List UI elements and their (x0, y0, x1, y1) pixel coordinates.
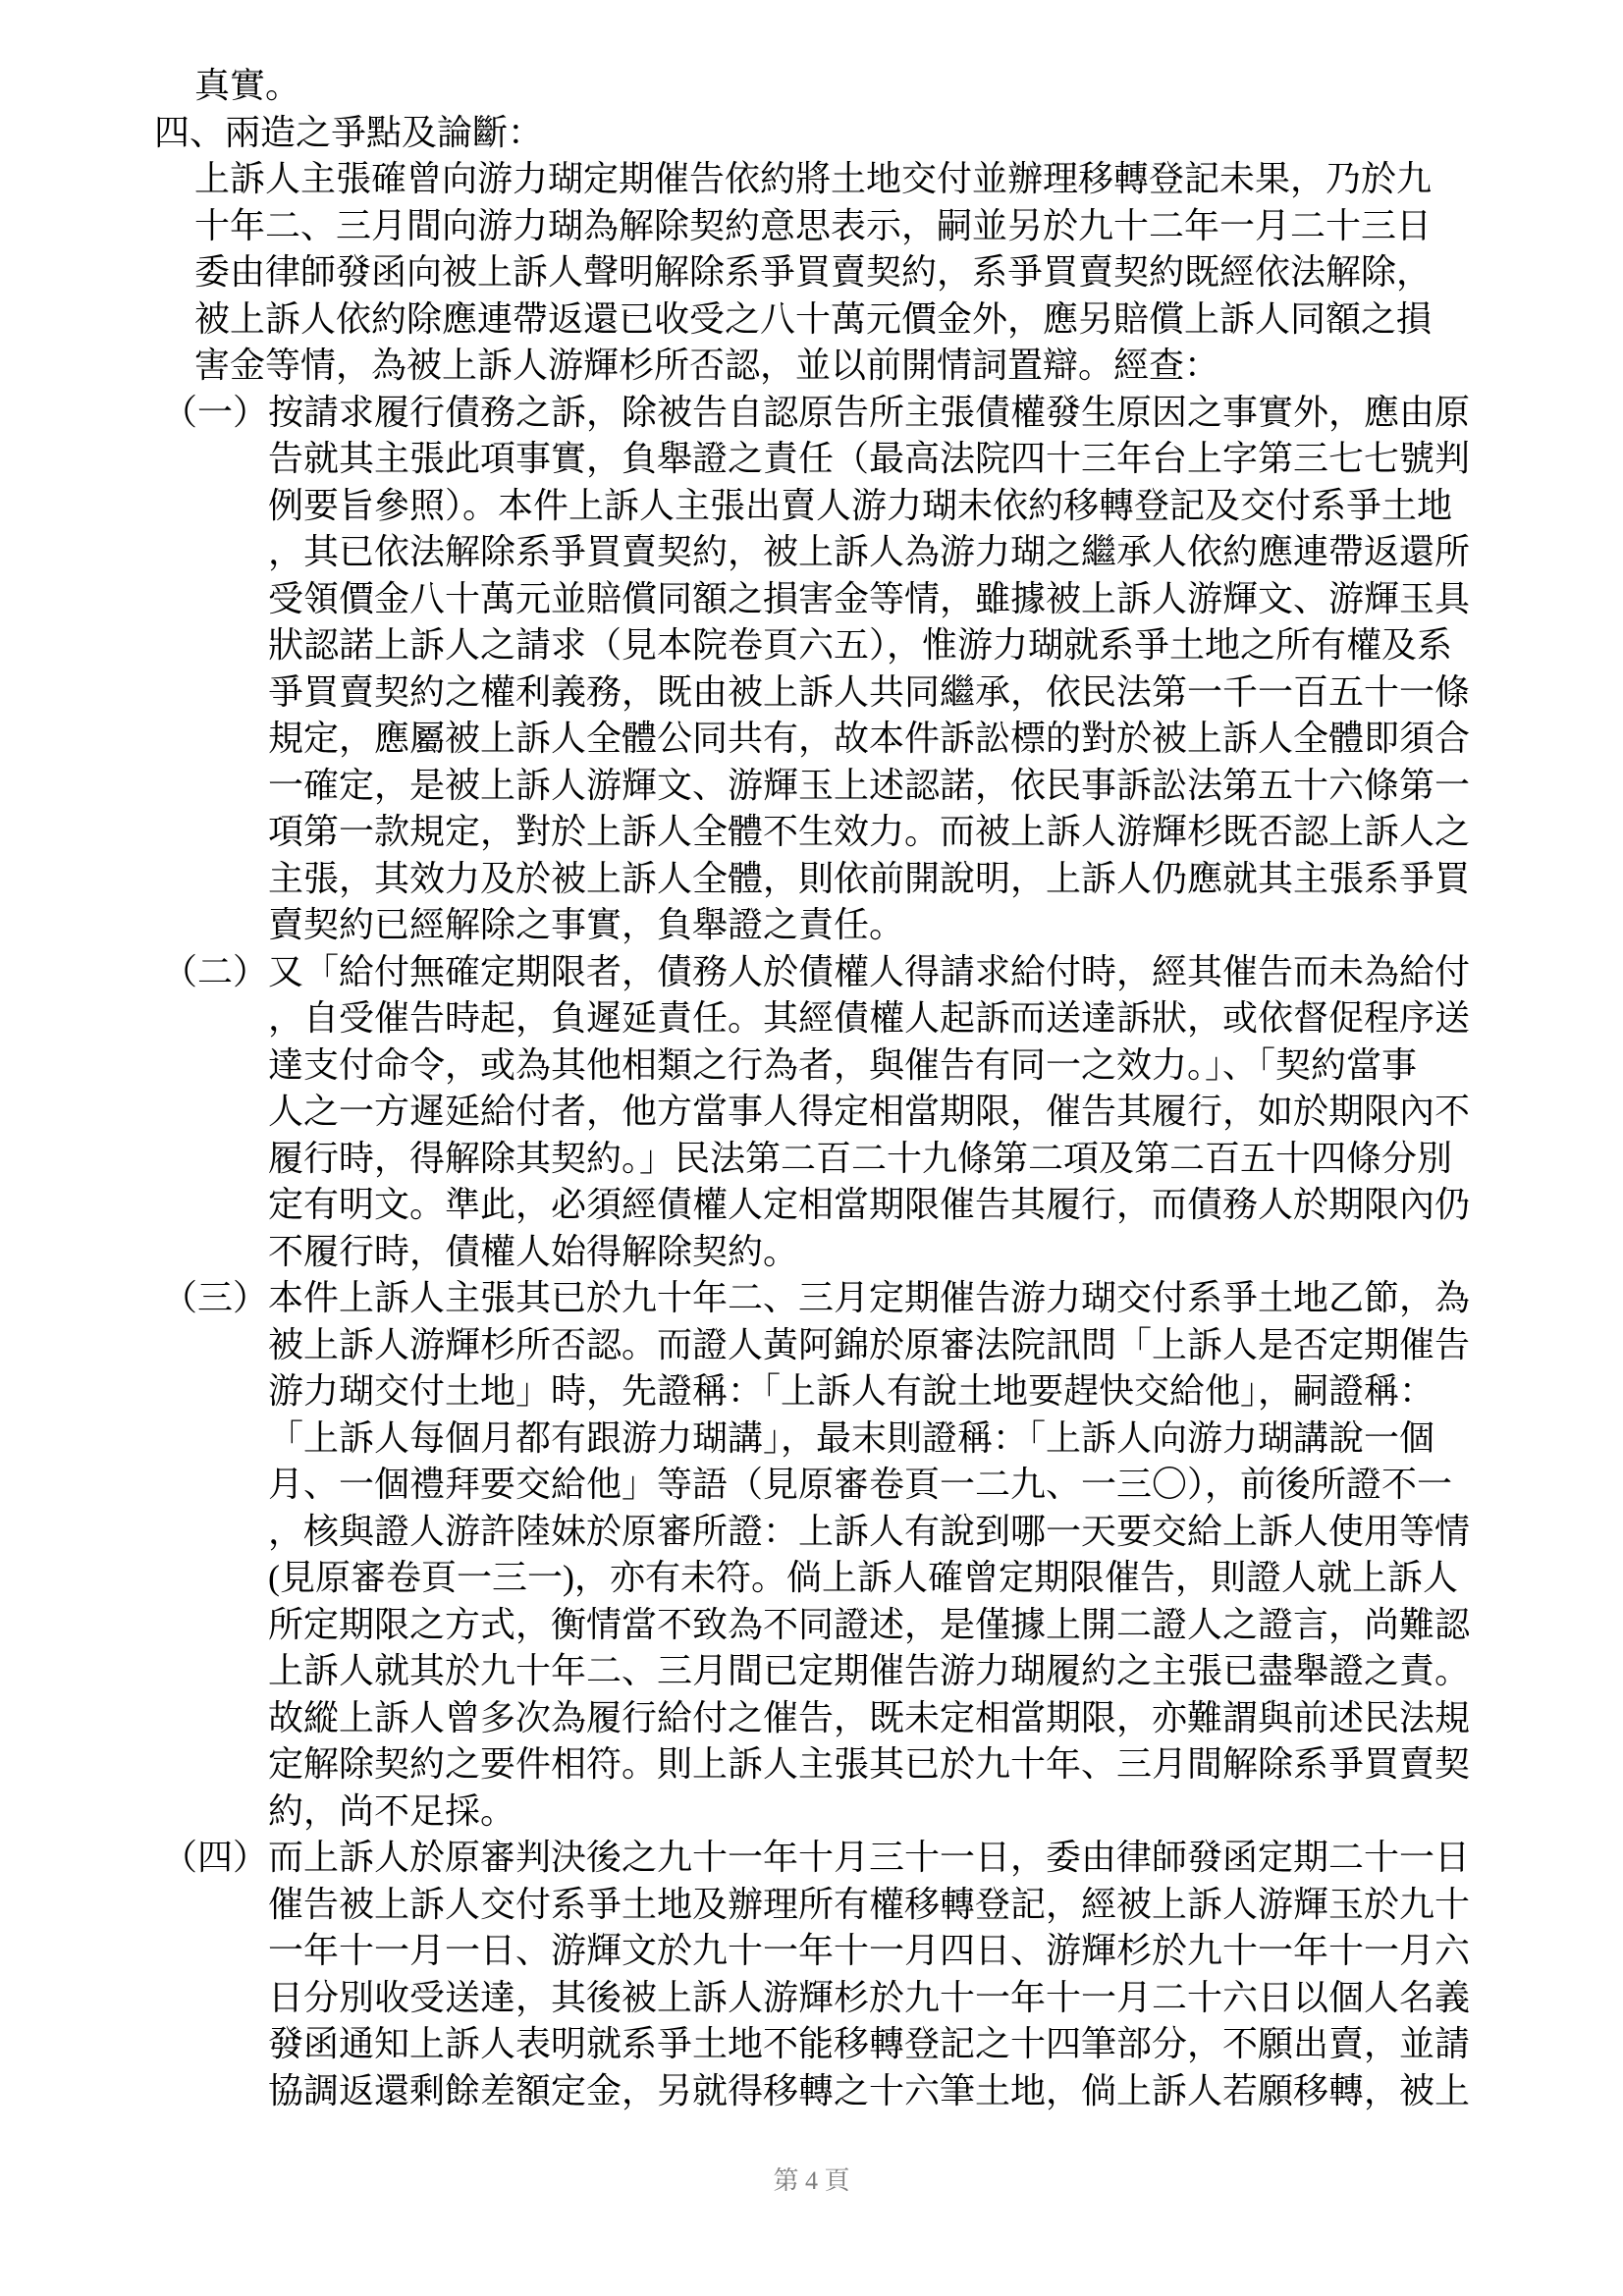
text-line: 所定期限之方式，衡情當不致為不同證述，是僅據上開二證人之證言，尚難認 (268, 1604, 1471, 1644)
text-line: 例要旨參照）。本件上訴人主張出賣人游力瑚未依約移轉登記及交付系爭土地 (268, 485, 1453, 525)
text-line: 賣契約已經解除之事實，負舉證之責任。 (268, 905, 905, 944)
text-line: 害金等情，為被上訴人游輝杉所否認，並以前開情詞置辯。經查： (194, 346, 1220, 385)
text-line: 故縱上訴人曾多次為履行給付之催告，既未定相當期限，亦難謂與前述民法規 (268, 1697, 1471, 1737)
text-line: 「上訴人每個月都有跟游力瑚講」，最末則證稱：「上訴人向游力瑚講說一個 (268, 1417, 1435, 1458)
text-line: 一確定，是被上訴人游輝文、游輝玉上述認諾，依民事訴訟法第五十六條第一 (268, 765, 1471, 805)
text-line: 發函通知上訴人表明就系爭土地不能移轉登記之十四筆部分，不願出賣，並請 (268, 2024, 1471, 2063)
text-line: 被上訴人依約除應連帶返還已收受之八十萬元價金外，應另賠償上訴人同額之損 (194, 298, 1433, 339)
text-line: 四、兩造之爭點及論斷： (154, 112, 544, 152)
text-line: （一）按請求履行債務之訴，除被告自認原告所主張債權發生原因之事實外，應由原 (162, 392, 1471, 432)
text-line: 人之一方遲延給付者，他方當事人得定相當期限，催告其履行，如於期限內不 (268, 1092, 1471, 1131)
text-line: 游力瑚交付土地」時，先證稱：「上訴人有說土地要趕快交給他」，嗣證稱： (268, 1371, 1435, 1411)
text-line: 上訴人主張確曾向游力瑚定期催告依約將土地交付並辦理移轉登記未果，乃於九 (194, 159, 1433, 198)
text-line: 真實。 (194, 66, 301, 105)
text-line: ，自受催告時起，負遲延責任。其經債權人起訴而送達訴狀，或依督促程序送 (268, 998, 1471, 1038)
text-line: 定解除契約之要件相符。則上訴人主張其已於九十年、三月間解除系爭買賣契 (268, 1744, 1471, 1784)
text-line: （三）本件上訴人主張其已於九十年二、三月定期催告游力瑚交付系爭土地乙節，為 (162, 1278, 1471, 1317)
text-line: (見原審卷頁一三一)，亦有未符。倘上訴人確曾定期限催告，則證人就上訴人 (268, 1558, 1458, 1597)
text-line: ，核與證人游許陸妹於原審所證：上訴人有說到哪一天要交給上訴人使用等情 (268, 1511, 1471, 1551)
text-line: ，其已依法解除系爭買賣契約，被上訴人為游力瑚之繼承人依約應連帶返還所 (268, 532, 1471, 571)
text-line: 一年十一月一日、游輝文於九十一年十一月四日、游輝杉於九十一年十一月六 (268, 1931, 1471, 1970)
text-line: （二）又「給付無確定期限者，債務人於債權人得請求給付時，經其催告而未為給付 (162, 951, 1471, 991)
text-line: 狀認諾上訴人之請求（見本院卷頁六五），惟游力瑚就系爭土地之所有權及系 (268, 625, 1453, 665)
text-line: 不履行時，債權人始得解除契約。 (268, 1231, 799, 1271)
text-line: 爭買賣契約之權利義務，既由被上訴人共同繼承，依民法第一千一百五十一條 (268, 671, 1471, 712)
text-line: 協調返還剩餘差額定金，另就得移轉之十六筆土地，倘上訴人若願移轉，被上 (268, 2070, 1471, 2110)
text-lines (0, 63, 1623, 2114)
text-line: 上訴人就其於九十年二、三月間已定期催告游力瑚履約之主張已盡舉證之責。 (268, 1651, 1471, 1690)
text-line: 十年二、三月間向游力瑚為解除契約意思表示，嗣並另於九十二年一月二十三日 (194, 205, 1433, 245)
text-line: 委由律師發函向被上訴人聲明解除系爭買賣契約，系爭買賣契約既經依法解除， (194, 252, 1433, 292)
text-line: 受領價金八十萬元並賠償同額之損害金等情，雖據被上訴人游輝文、游輝玉具 (268, 578, 1471, 618)
text-line: 項第一款規定，對於上訴人全體不生效力。而被上訴人游輝杉既否認上訴人之 (268, 812, 1471, 851)
text-line: （四）而上訴人於原審判決後之九十一年十月三十一日，委由律師發函定期二十一日 (162, 1838, 1471, 1877)
text-line: 日分別收受送達，其後被上訴人游輝杉於九十一年十一月二十六日以個人名義 (268, 1977, 1471, 2017)
text-line: 催告被上訴人交付系爭土地及辦理所有權移轉登記，經被上訴人游輝玉於九十 (268, 1884, 1471, 1924)
text-line: 告就其主張此項事實，負舉證之責任（最高法院四十三年台上字第三七七號判 (268, 439, 1471, 478)
text-line: 定有明文。準此，必須經債權人定相當期限催告其履行，而債務人於期限內仍 (268, 1185, 1471, 1224)
text-line: 主張，其效力及於被上訴人全體，則依前開說明，上訴人仍應就其主張系爭買 (268, 858, 1471, 898)
text-line: 達支付命令，或為其他相類之行為者，與催告有同一之效力。」、「契約當事 (268, 1044, 1418, 1085)
text-line: 規定，應屬被上訴人全體公同共有，故本件訴訟標的對於被上訴人全體即須合 (268, 719, 1471, 758)
text-line: 月、一個禮拜要交給他」等語（見原審卷頁一二九、一三〇），前後所證不一 (268, 1465, 1453, 1504)
text-line: 約，尚不足採。 (268, 1790, 516, 1831)
text-line: 履行時，得解除其契約。」民法第二百二十九條第二項及第二百五十四條分別 (268, 1138, 1453, 1178)
text-line: 被上訴人游輝杉所否認。而證人黃阿錦於原審法院訊問「上訴人是否定期催告 (268, 1324, 1471, 1364)
page-number-footer: 第 4 頁 (773, 2166, 850, 2195)
